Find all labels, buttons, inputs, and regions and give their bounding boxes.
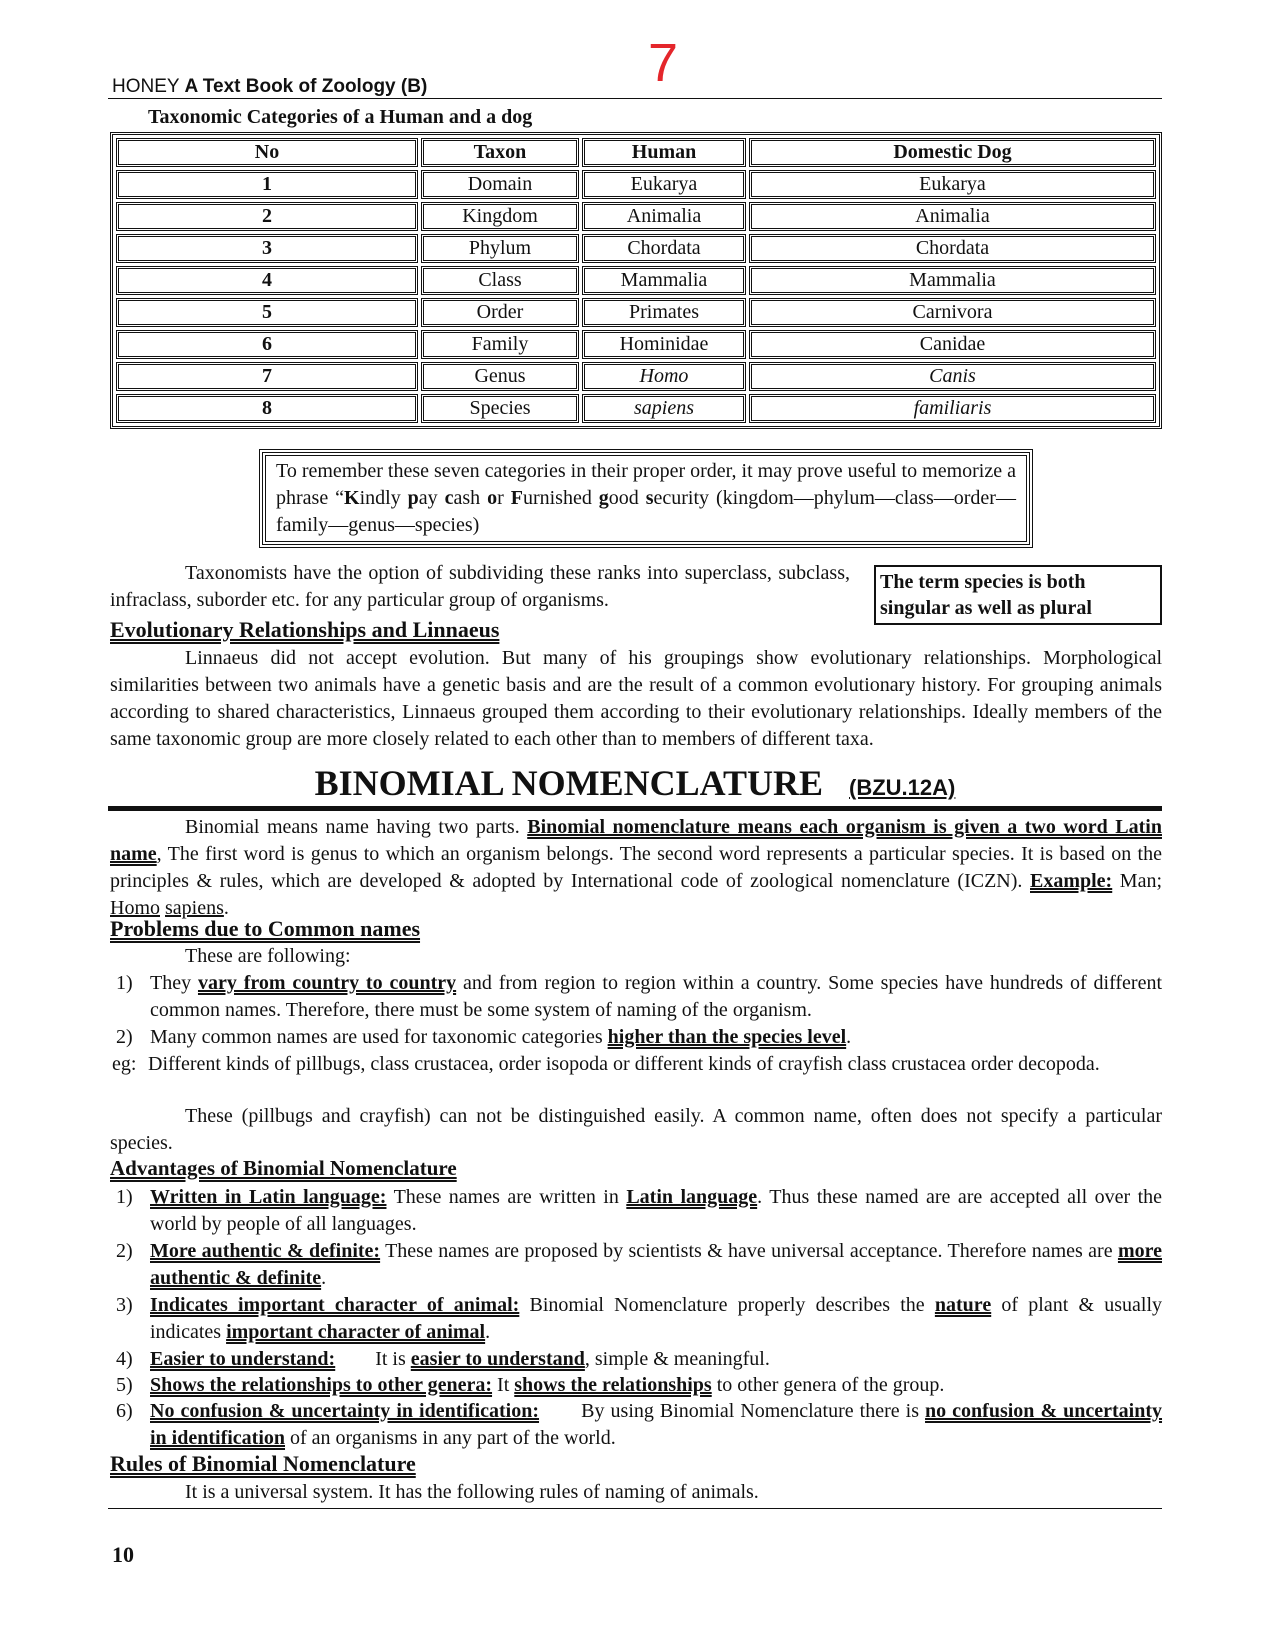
item-number: 1) (116, 972, 133, 994)
mnemonic-rest: indly (359, 487, 408, 509)
item-text: . (485, 1321, 491, 1343)
item-number: 5) (116, 1374, 133, 1396)
cell-taxon: Species (421, 394, 579, 423)
item-text: . (321, 1267, 327, 1289)
page-number: 10 (112, 1542, 134, 1567)
table-row (116, 266, 1156, 295)
binomial-intro: Binomial means name having two parts. (185, 816, 528, 838)
eg-label: eg: (112, 1053, 137, 1075)
item-emphasis: vary from country to country (197, 972, 457, 994)
cell-human: Homo (582, 362, 746, 391)
advantage-item-4 (110, 1346, 1162, 1373)
mnemonic-letter: c (444, 487, 454, 509)
item-emphasis: higher than the species level (607, 1026, 847, 1048)
cell-taxon: Order (421, 298, 579, 327)
cell-dog: Canidae (749, 330, 1156, 359)
mnemonic-intro: To remember these seven categories in their proper order, it may prove useful to memorize a phrase “ (276, 460, 1016, 509)
binomial-paragraph (110, 814, 1162, 922)
table-row (116, 362, 1156, 391)
cell-dog: Eukarya (749, 170, 1156, 199)
col-header-taxon: Taxon (421, 138, 579, 167)
item-emphasis: nature (934, 1294, 992, 1316)
cell-human: Chordata (582, 234, 746, 263)
mnemonic-rest: ecurity (653, 487, 710, 509)
item-text: It (492, 1374, 515, 1396)
mnemonic-letter: s (645, 487, 654, 509)
item-text: and from region to region within a country. Some species have hundreds of different common names. Therefore, there must be some system of naming of the organism. (150, 972, 1163, 1021)
binomial-definition: Binomial nomenclature means each organism is given a two word Latin name (110, 816, 1162, 865)
item-text: It is (335, 1348, 411, 1370)
example-end: . (223, 897, 229, 919)
problem-example (110, 1051, 1162, 1078)
advantage-item-1 (110, 1184, 1162, 1238)
problems-heading: Problems due to Common names (110, 916, 421, 941)
col-header-no: No (116, 138, 418, 167)
mnemonic-letter: o (487, 487, 498, 509)
binomial-body: , The first word is genus to which an organism belongs. The second word represents a particular species. It is based on the principles & rules, which are developed & adopted by International code of zoological nomenclature (ICZN). (110, 843, 1162, 892)
item-text: . Thus these named are are accepted all over the world by people of all languages. (150, 1186, 1163, 1235)
cell-taxon: Phylum (421, 234, 579, 263)
cell-no: 5 (116, 298, 418, 327)
item-number: 2) (116, 1026, 133, 1048)
table-row (116, 170, 1156, 199)
mnemonic-rest: ood (608, 487, 646, 509)
cell-no: 6 (116, 330, 418, 359)
table-header-row (116, 138, 1156, 167)
table-row (116, 234, 1156, 263)
mnemonic-letter: p (407, 487, 419, 509)
item-text: . (846, 1026, 852, 1048)
cell-dog: Animalia (749, 202, 1156, 231)
item-text: of plant & usually indicates (150, 1294, 1163, 1343)
item-number: 3) (116, 1294, 133, 1316)
table-row (116, 330, 1156, 359)
evolution-paragraph: Linnaeus did not accept evolution. But many of his groupings show evolutionary relationships. Morphological similarities between two animals have a genetic basis and are the result of a common evolutionary history. For grouping animals according to shared characteristics, Linnaeus grouped them according to their evolutionary relationships. Ideally members of the same taxonomic group are more closely related to each other than to members of different taxa. (110, 647, 1162, 750)
header-title: A Text Book of Zoology (B) (184, 76, 428, 97)
problems-closing: These (pillbugs and crayfish) can not be distinguished easily. A common name, often does not specify a particular species. (110, 1105, 1162, 1154)
header-rule (108, 98, 1162, 99)
item-emphasis: no confusion & uncertainty in identification (150, 1400, 1163, 1449)
mnemonic-rest: ash (453, 487, 488, 509)
page-marker: 7 (648, 33, 679, 93)
cell-dog: Carnivora (749, 298, 1156, 327)
example-label: Example: (1030, 870, 1113, 892)
problem-item-1 (110, 970, 1162, 1024)
mnemonic-letter: g (598, 487, 609, 509)
item-number: 1) (116, 1186, 133, 1208)
advantage-item-6 (110, 1398, 1162, 1452)
cell-taxon: Kingdom (421, 202, 579, 231)
cell-no: 2 (116, 202, 418, 231)
item-text: Many common names are used for taxonomic categories (150, 1026, 608, 1048)
running-header (112, 76, 427, 98)
item-text: Binomial Nomenclature properly describes the (519, 1294, 935, 1316)
eg-text: Different kinds of pillbugs, class crustacea, order isopoda or different kinds of crayfish class crustacea order decopoda. (148, 1053, 1100, 1075)
col-header-human: Human (582, 138, 746, 167)
item-text: of an organisms in any part of the world. (285, 1427, 616, 1449)
binomial-title (108, 762, 1162, 809)
item-text: , simple & meaningful. (584, 1348, 770, 1370)
item-label: Written in Latin language: (150, 1186, 387, 1208)
item-emphasis: easier to understand (410, 1348, 585, 1370)
taxonomists-paragraph: Taxonomists have the option of subdividing these ranks into superclass, subclass, infraclass, suborder etc. for any particular group of organisms. (110, 562, 850, 611)
mnemonic-letter: F (510, 487, 523, 509)
binomial-title-text: BINOMIAL NOMENCLATURE (314, 763, 824, 803)
cell-dog: Chordata (749, 234, 1156, 263)
item-emphasis: important character of animal (226, 1321, 486, 1343)
cell-no: 7 (116, 362, 418, 391)
cell-human: Eukarya (582, 170, 746, 199)
cell-dog: Canis (749, 362, 1156, 391)
cell-human: Mammalia (582, 266, 746, 295)
example-text: Man; (1112, 870, 1163, 892)
item-emphasis: shows the relationships (514, 1374, 712, 1396)
cell-taxon: Class (421, 266, 579, 295)
item-text: They (150, 972, 198, 994)
cell-taxon: Family (421, 330, 579, 359)
exam-code: (BZU.12A) (849, 775, 956, 800)
item-number: 2) (116, 1240, 133, 1262)
problem-item-2 (110, 1024, 1162, 1051)
mnemonic-rest: r (497, 487, 511, 509)
table-row (116, 298, 1156, 327)
example-genus: Homo (110, 897, 160, 919)
cell-taxon: Genus (421, 362, 579, 391)
footer-rule (108, 1508, 1162, 1509)
cell-taxon: Domain (421, 170, 579, 199)
table-row (116, 202, 1156, 231)
item-text: By using Binomial Nomenclature there is (539, 1400, 926, 1422)
example-species: sapiens (165, 897, 224, 919)
advantages-heading: Advantages of Binomial Nomenclature (110, 1156, 457, 1180)
col-header-dog: Domestic Dog (749, 138, 1156, 167)
item-label: Shows the relationships to other genera: (150, 1374, 493, 1396)
cell-human: Animalia (582, 202, 746, 231)
advantage-item-3 (110, 1292, 1162, 1346)
mnemonic-box (262, 452, 1030, 545)
cell-no: 8 (116, 394, 418, 423)
cell-human: Primates (582, 298, 746, 327)
cell-no: 4 (116, 266, 418, 295)
item-label: No confusion & uncertainty in identification: (150, 1400, 540, 1422)
item-label: Indicates important character of animal: (150, 1294, 520, 1316)
advantage-item-2 (110, 1238, 1162, 1292)
mnemonic-letter: K (344, 487, 360, 509)
rules-heading: Rules of Binomial Nomenclature (110, 1451, 416, 1476)
item-text: to other genera of the group. (711, 1374, 945, 1396)
problems-intro: These are following: (185, 945, 351, 967)
rules-intro: It is a universal system. It has the following rules of naming of animals. (185, 1481, 759, 1503)
evolution-heading: Evolutionary Relationships and Linnaeus (110, 617, 500, 642)
title-rule (108, 806, 1162, 811)
cell-dog: Mammalia (749, 266, 1156, 295)
species-note-box: The term species is both singular as well as plural (874, 565, 1162, 625)
item-text: These names are proposed by scientists & have universal acceptance. Therefore names are (380, 1240, 1118, 1262)
item-emphasis: Latin language (626, 1186, 758, 1208)
table-row (116, 394, 1156, 423)
header-prefix: HONEY (112, 76, 180, 97)
item-label: More authentic & definite: (150, 1240, 381, 1262)
mnemonic-rest: ay (418, 487, 445, 509)
item-label: Easier to understand: (150, 1348, 336, 1370)
cell-no: 3 (116, 234, 418, 263)
cell-human: sapiens (582, 394, 746, 423)
item-text: These names are written in (386, 1186, 627, 1208)
mnemonic-tail: (kingdom—phylum—class—order—family—genus—species) (276, 487, 1016, 536)
item-number: 6) (116, 1400, 133, 1422)
mnemonic-rest: urnished (522, 487, 599, 509)
item-emphasis: more authentic & definite (150, 1240, 1162, 1289)
table-caption: Taxonomic Categories of a Human and a dog (148, 106, 533, 128)
cell-dog: familiaris (749, 394, 1156, 423)
taxonomy-table (110, 132, 1162, 429)
cell-human: Hominidae (582, 330, 746, 359)
cell-no: 1 (116, 170, 418, 199)
item-number: 4) (116, 1348, 133, 1370)
advantage-item-5 (110, 1372, 1162, 1399)
